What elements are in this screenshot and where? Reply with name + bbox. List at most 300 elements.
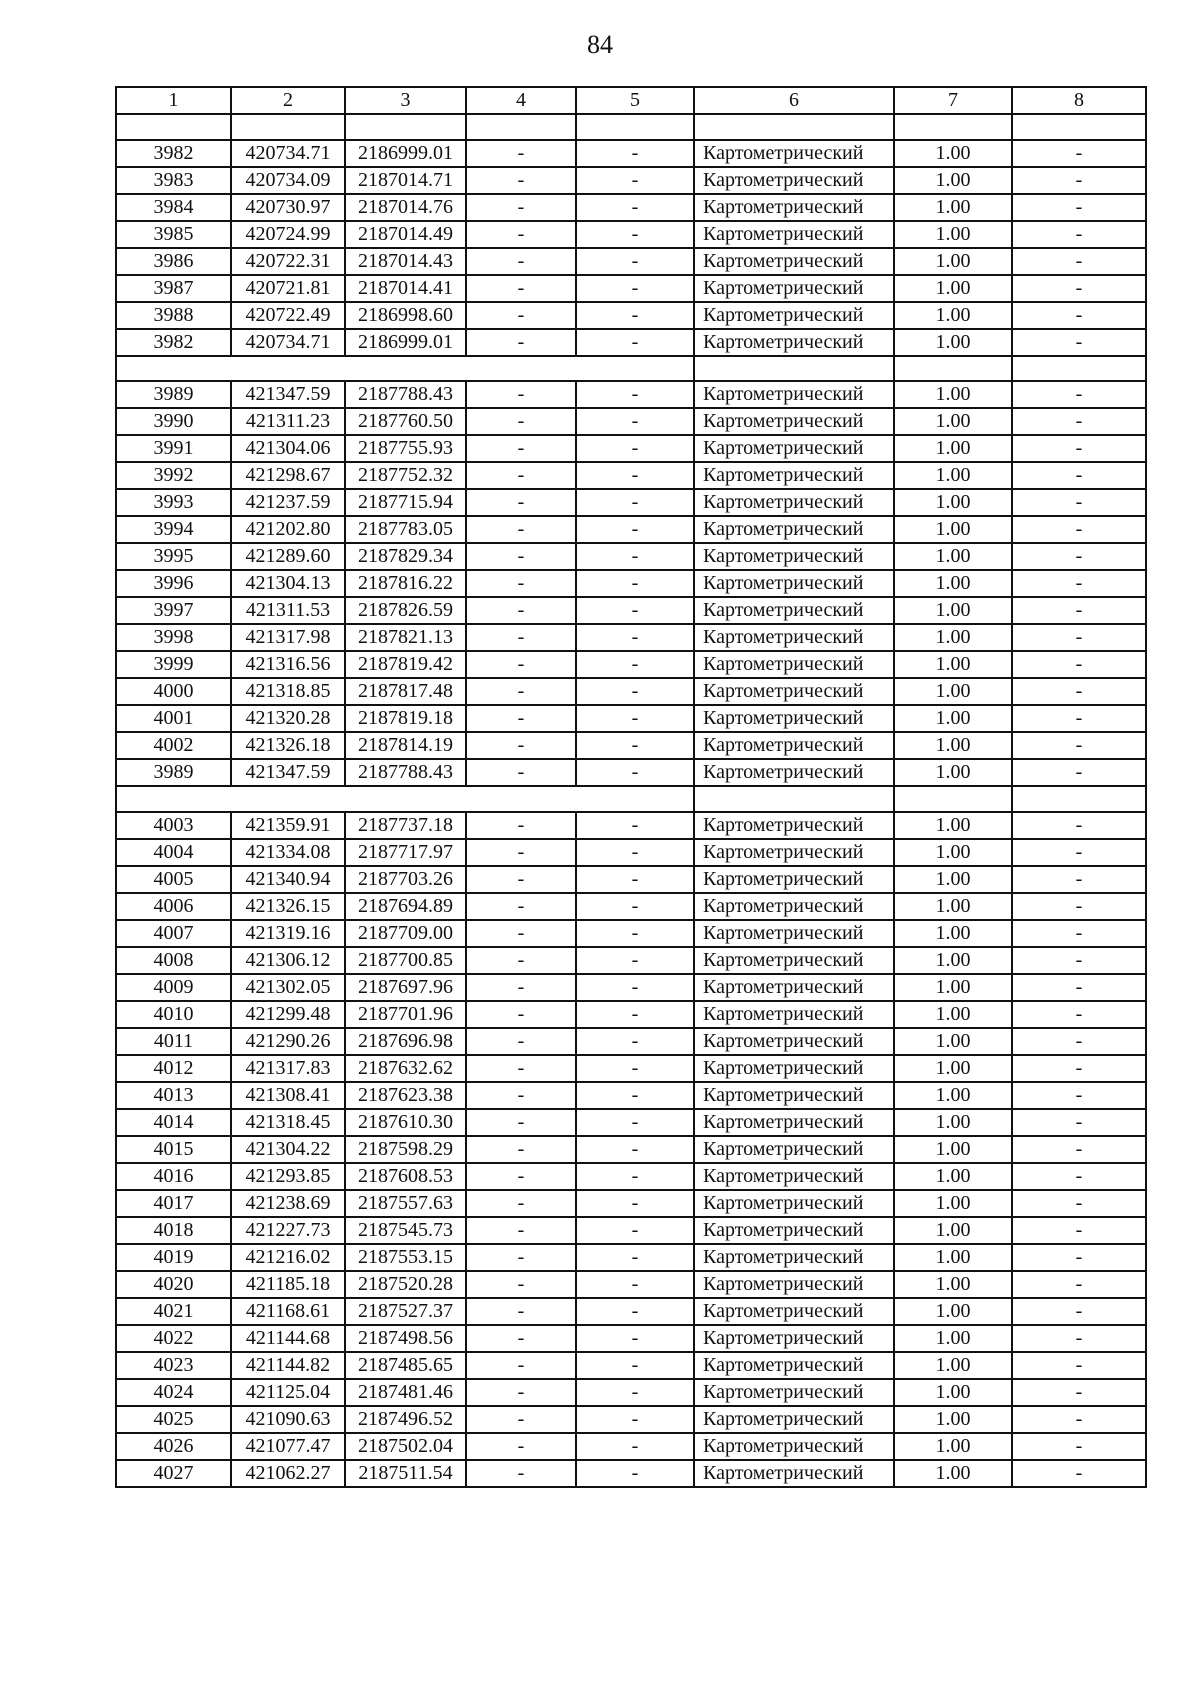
col4-cell: -	[466, 1082, 576, 1109]
x-coordinate-cell: 421308.41	[231, 1082, 345, 1109]
empty-cell	[894, 786, 1012, 812]
x-coordinate-cell: 421289.60	[231, 543, 345, 570]
method-cell: Картометрический	[694, 1298, 894, 1325]
y-coordinate-cell: 2187481.46	[345, 1379, 466, 1406]
col4-cell: -	[466, 140, 576, 167]
col5-cell: -	[576, 1001, 694, 1028]
method-cell: Картометрический	[694, 597, 894, 624]
accuracy-cell: 1.00	[894, 839, 1012, 866]
col4-cell: -	[466, 759, 576, 786]
col8-cell: -	[1012, 329, 1146, 356]
col5-cell: -	[576, 1136, 694, 1163]
accuracy-cell: 1.00	[894, 1190, 1012, 1217]
accuracy-cell: 1.00	[894, 624, 1012, 651]
method-cell: Картометрический	[694, 1379, 894, 1406]
table-row	[116, 678, 1146, 705]
empty-cell	[894, 114, 1012, 140]
col5-cell: -	[576, 167, 694, 194]
point-number-cell: 4021	[116, 1298, 231, 1325]
x-coordinate-cell: 421202.80	[231, 516, 345, 543]
point-number-cell: 4006	[116, 893, 231, 920]
table-row	[116, 1352, 1146, 1379]
col5-cell: -	[576, 140, 694, 167]
table-row	[116, 947, 1146, 974]
column-header: 5	[576, 87, 694, 114]
x-coordinate-cell: 421304.06	[231, 435, 345, 462]
x-coordinate-cell: 421144.68	[231, 1325, 345, 1352]
accuracy-cell: 1.00	[894, 678, 1012, 705]
col5-cell: -	[576, 408, 694, 435]
point-number-cell: 3982	[116, 329, 231, 356]
table-row	[116, 408, 1146, 435]
col4-cell: -	[466, 839, 576, 866]
y-coordinate-cell: 2187826.59	[345, 597, 466, 624]
point-number-cell: 4002	[116, 732, 231, 759]
col4-cell: -	[466, 1217, 576, 1244]
col5-cell: -	[576, 920, 694, 947]
table-row	[116, 893, 1146, 920]
table-row	[116, 570, 1146, 597]
x-coordinate-cell: 421216.02	[231, 1244, 345, 1271]
method-cell: Картометрический	[694, 624, 894, 651]
accuracy-cell: 1.00	[894, 1352, 1012, 1379]
x-coordinate-cell: 421304.13	[231, 570, 345, 597]
method-cell: Картометрический	[694, 947, 894, 974]
accuracy-cell: 1.00	[894, 140, 1012, 167]
method-cell: Картометрический	[694, 329, 894, 356]
col5-cell: -	[576, 759, 694, 786]
accuracy-cell: 1.00	[894, 893, 1012, 920]
accuracy-cell: 1.00	[894, 516, 1012, 543]
method-cell: Картометрический	[694, 194, 894, 221]
y-coordinate-cell: 2187696.98	[345, 1028, 466, 1055]
empty-cell	[894, 356, 1012, 382]
col4-cell: -	[466, 489, 576, 516]
x-coordinate-cell: 421293.85	[231, 1163, 345, 1190]
col8-cell: -	[1012, 1082, 1146, 1109]
col8-cell: -	[1012, 221, 1146, 248]
y-coordinate-cell: 2186999.01	[345, 140, 466, 167]
accuracy-cell: 1.00	[894, 651, 1012, 678]
x-coordinate-cell: 421347.59	[231, 759, 345, 786]
method-cell: Картометрический	[694, 1325, 894, 1352]
x-coordinate-cell: 421168.61	[231, 1298, 345, 1325]
col8-cell: -	[1012, 543, 1146, 570]
x-coordinate-cell: 421318.85	[231, 678, 345, 705]
col4-cell: -	[466, 1352, 576, 1379]
x-coordinate-cell: 421302.05	[231, 974, 345, 1001]
x-coordinate-cell: 420734.09	[231, 167, 345, 194]
col8-cell: -	[1012, 759, 1146, 786]
point-number-cell: 4008	[116, 947, 231, 974]
col8-cell: -	[1012, 1136, 1146, 1163]
col5-cell: -	[576, 275, 694, 302]
col8-cell: -	[1012, 651, 1146, 678]
accuracy-cell: 1.00	[894, 570, 1012, 597]
col8-cell: -	[1012, 194, 1146, 221]
table-row	[116, 705, 1146, 732]
col8-cell: -	[1012, 489, 1146, 516]
table-row	[116, 248, 1146, 275]
col4-cell: -	[466, 1271, 576, 1298]
point-number-cell: 4010	[116, 1001, 231, 1028]
accuracy-cell: 1.00	[894, 167, 1012, 194]
col5-cell: -	[576, 1271, 694, 1298]
point-number-cell: 3992	[116, 462, 231, 489]
table-row	[116, 1325, 1146, 1352]
y-coordinate-cell: 2187715.94	[345, 489, 466, 516]
col5-cell: -	[576, 1460, 694, 1487]
col4-cell: -	[466, 1109, 576, 1136]
column-header: 3	[345, 87, 466, 114]
x-coordinate-cell: 421304.22	[231, 1136, 345, 1163]
y-coordinate-cell: 2187014.41	[345, 275, 466, 302]
table-row	[116, 1298, 1146, 1325]
coordinates-table	[115, 86, 1147, 1488]
x-coordinate-cell: 420724.99	[231, 221, 345, 248]
x-coordinate-cell: 421290.26	[231, 1028, 345, 1055]
accuracy-cell: 1.00	[894, 381, 1012, 408]
col8-cell: -	[1012, 812, 1146, 839]
col5-cell: -	[576, 839, 694, 866]
col8-cell: -	[1012, 1271, 1146, 1298]
y-coordinate-cell: 2187632.62	[345, 1055, 466, 1082]
accuracy-cell: 1.00	[894, 812, 1012, 839]
method-cell: Картометрический	[694, 1217, 894, 1244]
col5-cell: -	[576, 1352, 694, 1379]
point-number-cell: 4019	[116, 1244, 231, 1271]
col8-cell: -	[1012, 920, 1146, 947]
blank-row	[116, 114, 1146, 140]
point-number-cell: 4009	[116, 974, 231, 1001]
col4-cell: -	[466, 516, 576, 543]
empty-cell	[694, 114, 894, 140]
col5-cell: -	[576, 1298, 694, 1325]
col5-cell: -	[576, 1109, 694, 1136]
col8-cell: -	[1012, 1055, 1146, 1082]
y-coordinate-cell: 2187701.96	[345, 1001, 466, 1028]
col5-cell: -	[576, 489, 694, 516]
col8-cell: -	[1012, 1109, 1146, 1136]
x-coordinate-cell: 421144.82	[231, 1352, 345, 1379]
col4-cell: -	[466, 221, 576, 248]
method-cell: Картометрический	[694, 1001, 894, 1028]
col8-cell: -	[1012, 1352, 1146, 1379]
point-number-cell: 4012	[116, 1055, 231, 1082]
accuracy-cell: 1.00	[894, 1379, 1012, 1406]
col8-cell: -	[1012, 1406, 1146, 1433]
accuracy-cell: 1.00	[894, 597, 1012, 624]
x-coordinate-cell: 420730.97	[231, 194, 345, 221]
col4-cell: -	[466, 329, 576, 356]
y-coordinate-cell: 2187520.28	[345, 1271, 466, 1298]
table-row	[116, 732, 1146, 759]
accuracy-cell: 1.00	[894, 1460, 1012, 1487]
table-row	[116, 381, 1146, 408]
method-cell: Картометрический	[694, 1433, 894, 1460]
col5-cell: -	[576, 1244, 694, 1271]
method-cell: Картометрический	[694, 435, 894, 462]
point-number-cell: 3983	[116, 167, 231, 194]
col5-cell: -	[576, 651, 694, 678]
table-row	[116, 1379, 1146, 1406]
table-row	[116, 866, 1146, 893]
method-cell: Картометрический	[694, 678, 894, 705]
point-number-cell: 4017	[116, 1190, 231, 1217]
y-coordinate-cell: 2187819.18	[345, 705, 466, 732]
col5-cell: -	[576, 1433, 694, 1460]
y-coordinate-cell: 2187557.63	[345, 1190, 466, 1217]
table-row	[116, 1190, 1146, 1217]
col8-cell: -	[1012, 140, 1146, 167]
col4-cell: -	[466, 893, 576, 920]
accuracy-cell: 1.00	[894, 489, 1012, 516]
table-row	[116, 462, 1146, 489]
y-coordinate-cell: 2187717.97	[345, 839, 466, 866]
table-row	[116, 275, 1146, 302]
accuracy-cell: 1.00	[894, 920, 1012, 947]
point-number-cell: 4013	[116, 1082, 231, 1109]
x-coordinate-cell: 421077.47	[231, 1433, 345, 1460]
accuracy-cell: 1.00	[894, 1028, 1012, 1055]
point-number-cell: 4003	[116, 812, 231, 839]
y-coordinate-cell: 2187752.32	[345, 462, 466, 489]
col5-cell: -	[576, 1217, 694, 1244]
method-cell: Картометрический	[694, 1109, 894, 1136]
col5-cell: -	[576, 1190, 694, 1217]
col5-cell: -	[576, 597, 694, 624]
x-coordinate-cell: 420722.49	[231, 302, 345, 329]
y-coordinate-cell: 2187545.73	[345, 1217, 466, 1244]
table-row	[116, 1001, 1146, 1028]
col4-cell: -	[466, 1001, 576, 1028]
method-cell: Картометрический	[694, 489, 894, 516]
col8-cell: -	[1012, 1325, 1146, 1352]
col8-cell: -	[1012, 381, 1146, 408]
col5-cell: -	[576, 302, 694, 329]
method-cell: Картометрический	[694, 1244, 894, 1271]
method-cell: Картометрический	[694, 275, 894, 302]
col4-cell: -	[466, 597, 576, 624]
y-coordinate-cell: 2187610.30	[345, 1109, 466, 1136]
y-coordinate-cell: 2187502.04	[345, 1433, 466, 1460]
table-row	[116, 435, 1146, 462]
table-body	[116, 87, 1146, 1487]
table-row	[116, 1055, 1146, 1082]
x-coordinate-cell: 421318.45	[231, 1109, 345, 1136]
empty-cell	[1012, 786, 1146, 812]
col4-cell: -	[466, 920, 576, 947]
accuracy-cell: 1.00	[894, 221, 1012, 248]
y-coordinate-cell: 2187814.19	[345, 732, 466, 759]
x-coordinate-cell: 420734.71	[231, 140, 345, 167]
accuracy-cell: 1.00	[894, 329, 1012, 356]
method-cell: Картометрический	[694, 893, 894, 920]
empty-cell	[116, 356, 694, 382]
y-coordinate-cell: 2187694.89	[345, 893, 466, 920]
y-coordinate-cell: 2187788.43	[345, 381, 466, 408]
x-coordinate-cell: 421185.18	[231, 1271, 345, 1298]
empty-cell	[116, 786, 694, 812]
method-cell: Картометрический	[694, 651, 894, 678]
col8-cell: -	[1012, 732, 1146, 759]
col8-cell: -	[1012, 1379, 1146, 1406]
x-coordinate-cell: 421320.28	[231, 705, 345, 732]
method-cell: Картометрический	[694, 221, 894, 248]
method-cell: Картометрический	[694, 920, 894, 947]
y-coordinate-cell: 2187014.71	[345, 167, 466, 194]
col4-cell: -	[466, 866, 576, 893]
point-number-cell: 4026	[116, 1433, 231, 1460]
col5-cell: -	[576, 1379, 694, 1406]
y-coordinate-cell: 2187819.42	[345, 651, 466, 678]
table-row	[116, 624, 1146, 651]
accuracy-cell: 1.00	[894, 1325, 1012, 1352]
accuracy-cell: 1.00	[894, 705, 1012, 732]
y-coordinate-cell: 2187496.52	[345, 1406, 466, 1433]
accuracy-cell: 1.00	[894, 1001, 1012, 1028]
accuracy-cell: 1.00	[894, 1055, 1012, 1082]
method-cell: Картометрический	[694, 1460, 894, 1487]
accuracy-cell: 1.00	[894, 435, 1012, 462]
y-coordinate-cell: 2187700.85	[345, 947, 466, 974]
col8-cell: -	[1012, 974, 1146, 1001]
col4-cell: -	[466, 543, 576, 570]
col4-cell: -	[466, 1136, 576, 1163]
accuracy-cell: 1.00	[894, 1406, 1012, 1433]
table-row	[116, 812, 1146, 839]
col4-cell: -	[466, 1298, 576, 1325]
x-coordinate-cell: 421319.16	[231, 920, 345, 947]
point-number-cell: 3997	[116, 597, 231, 624]
empty-cell	[576, 114, 694, 140]
col8-cell: -	[1012, 1028, 1146, 1055]
col5-cell: -	[576, 1163, 694, 1190]
col8-cell: -	[1012, 167, 1146, 194]
method-cell: Картометрический	[694, 759, 894, 786]
col5-cell: -	[576, 543, 694, 570]
x-coordinate-cell: 421340.94	[231, 866, 345, 893]
col4-cell: -	[466, 1244, 576, 1271]
col8-cell: -	[1012, 302, 1146, 329]
accuracy-cell: 1.00	[894, 248, 1012, 275]
method-cell: Картометрический	[694, 408, 894, 435]
y-coordinate-cell: 2186998.60	[345, 302, 466, 329]
accuracy-cell: 1.00	[894, 1244, 1012, 1271]
method-cell: Картометрический	[694, 543, 894, 570]
point-number-cell: 4007	[116, 920, 231, 947]
col4-cell: -	[466, 732, 576, 759]
table-row	[116, 543, 1146, 570]
y-coordinate-cell: 2187816.22	[345, 570, 466, 597]
accuracy-cell: 1.00	[894, 759, 1012, 786]
table-row	[116, 920, 1146, 947]
col8-cell: -	[1012, 1460, 1146, 1487]
col4-cell: -	[466, 1190, 576, 1217]
y-coordinate-cell: 2187608.53	[345, 1163, 466, 1190]
col8-cell: -	[1012, 1163, 1146, 1190]
x-coordinate-cell: 421317.98	[231, 624, 345, 651]
method-cell: Картометрический	[694, 462, 894, 489]
col8-cell: -	[1012, 570, 1146, 597]
col5-cell: -	[576, 329, 694, 356]
col5-cell: -	[576, 732, 694, 759]
column-header: 8	[1012, 87, 1146, 114]
table-row	[116, 516, 1146, 543]
accuracy-cell: 1.00	[894, 1271, 1012, 1298]
point-number-cell: 3990	[116, 408, 231, 435]
point-number-cell: 4027	[116, 1460, 231, 1487]
col5-cell: -	[576, 435, 694, 462]
table-row	[116, 167, 1146, 194]
col5-cell: -	[576, 194, 694, 221]
col4-cell: -	[466, 381, 576, 408]
x-coordinate-cell: 421299.48	[231, 1001, 345, 1028]
y-coordinate-cell: 2187755.93	[345, 435, 466, 462]
point-number-cell: 3989	[116, 381, 231, 408]
y-coordinate-cell: 2187014.43	[345, 248, 466, 275]
accuracy-cell: 1.00	[894, 947, 1012, 974]
col4-cell: -	[466, 570, 576, 597]
col8-cell: -	[1012, 1298, 1146, 1325]
col4-cell: -	[466, 408, 576, 435]
col4-cell: -	[466, 462, 576, 489]
col4-cell: -	[466, 248, 576, 275]
accuracy-cell: 1.00	[894, 408, 1012, 435]
col4-cell: -	[466, 651, 576, 678]
point-number-cell: 4025	[116, 1406, 231, 1433]
header-row	[116, 87, 1146, 114]
y-coordinate-cell: 2187737.18	[345, 812, 466, 839]
point-number-cell: 3994	[116, 516, 231, 543]
accuracy-cell: 1.00	[894, 275, 1012, 302]
col5-cell: -	[576, 381, 694, 408]
method-cell: Картометрический	[694, 516, 894, 543]
col5-cell: -	[576, 812, 694, 839]
table-row	[116, 221, 1146, 248]
x-coordinate-cell: 421306.12	[231, 947, 345, 974]
col5-cell: -	[576, 678, 694, 705]
col4-cell: -	[466, 1325, 576, 1352]
method-cell: Картометрический	[694, 1271, 894, 1298]
col8-cell: -	[1012, 866, 1146, 893]
accuracy-cell: 1.00	[894, 462, 1012, 489]
x-coordinate-cell: 421237.59	[231, 489, 345, 516]
col5-cell: -	[576, 1055, 694, 1082]
empty-cell	[345, 114, 466, 140]
x-coordinate-cell: 421317.83	[231, 1055, 345, 1082]
column-header: 4	[466, 87, 576, 114]
col8-cell: -	[1012, 705, 1146, 732]
col4-cell: -	[466, 167, 576, 194]
empty-cell	[116, 114, 231, 140]
table-row	[116, 1082, 1146, 1109]
accuracy-cell: 1.00	[894, 1163, 1012, 1190]
empty-cell	[1012, 356, 1146, 382]
col4-cell: -	[466, 1055, 576, 1082]
accuracy-cell: 1.00	[894, 1082, 1012, 1109]
method-cell: Картометрический	[694, 381, 894, 408]
x-coordinate-cell: 421311.23	[231, 408, 345, 435]
y-coordinate-cell: 2187498.56	[345, 1325, 466, 1352]
y-coordinate-cell: 2187829.34	[345, 543, 466, 570]
point-number-cell: 3982	[116, 140, 231, 167]
accuracy-cell: 1.00	[894, 1109, 1012, 1136]
col4-cell: -	[466, 1379, 576, 1406]
point-number-cell: 4022	[116, 1325, 231, 1352]
point-number-cell: 4005	[116, 866, 231, 893]
column-header: 1	[116, 87, 231, 114]
